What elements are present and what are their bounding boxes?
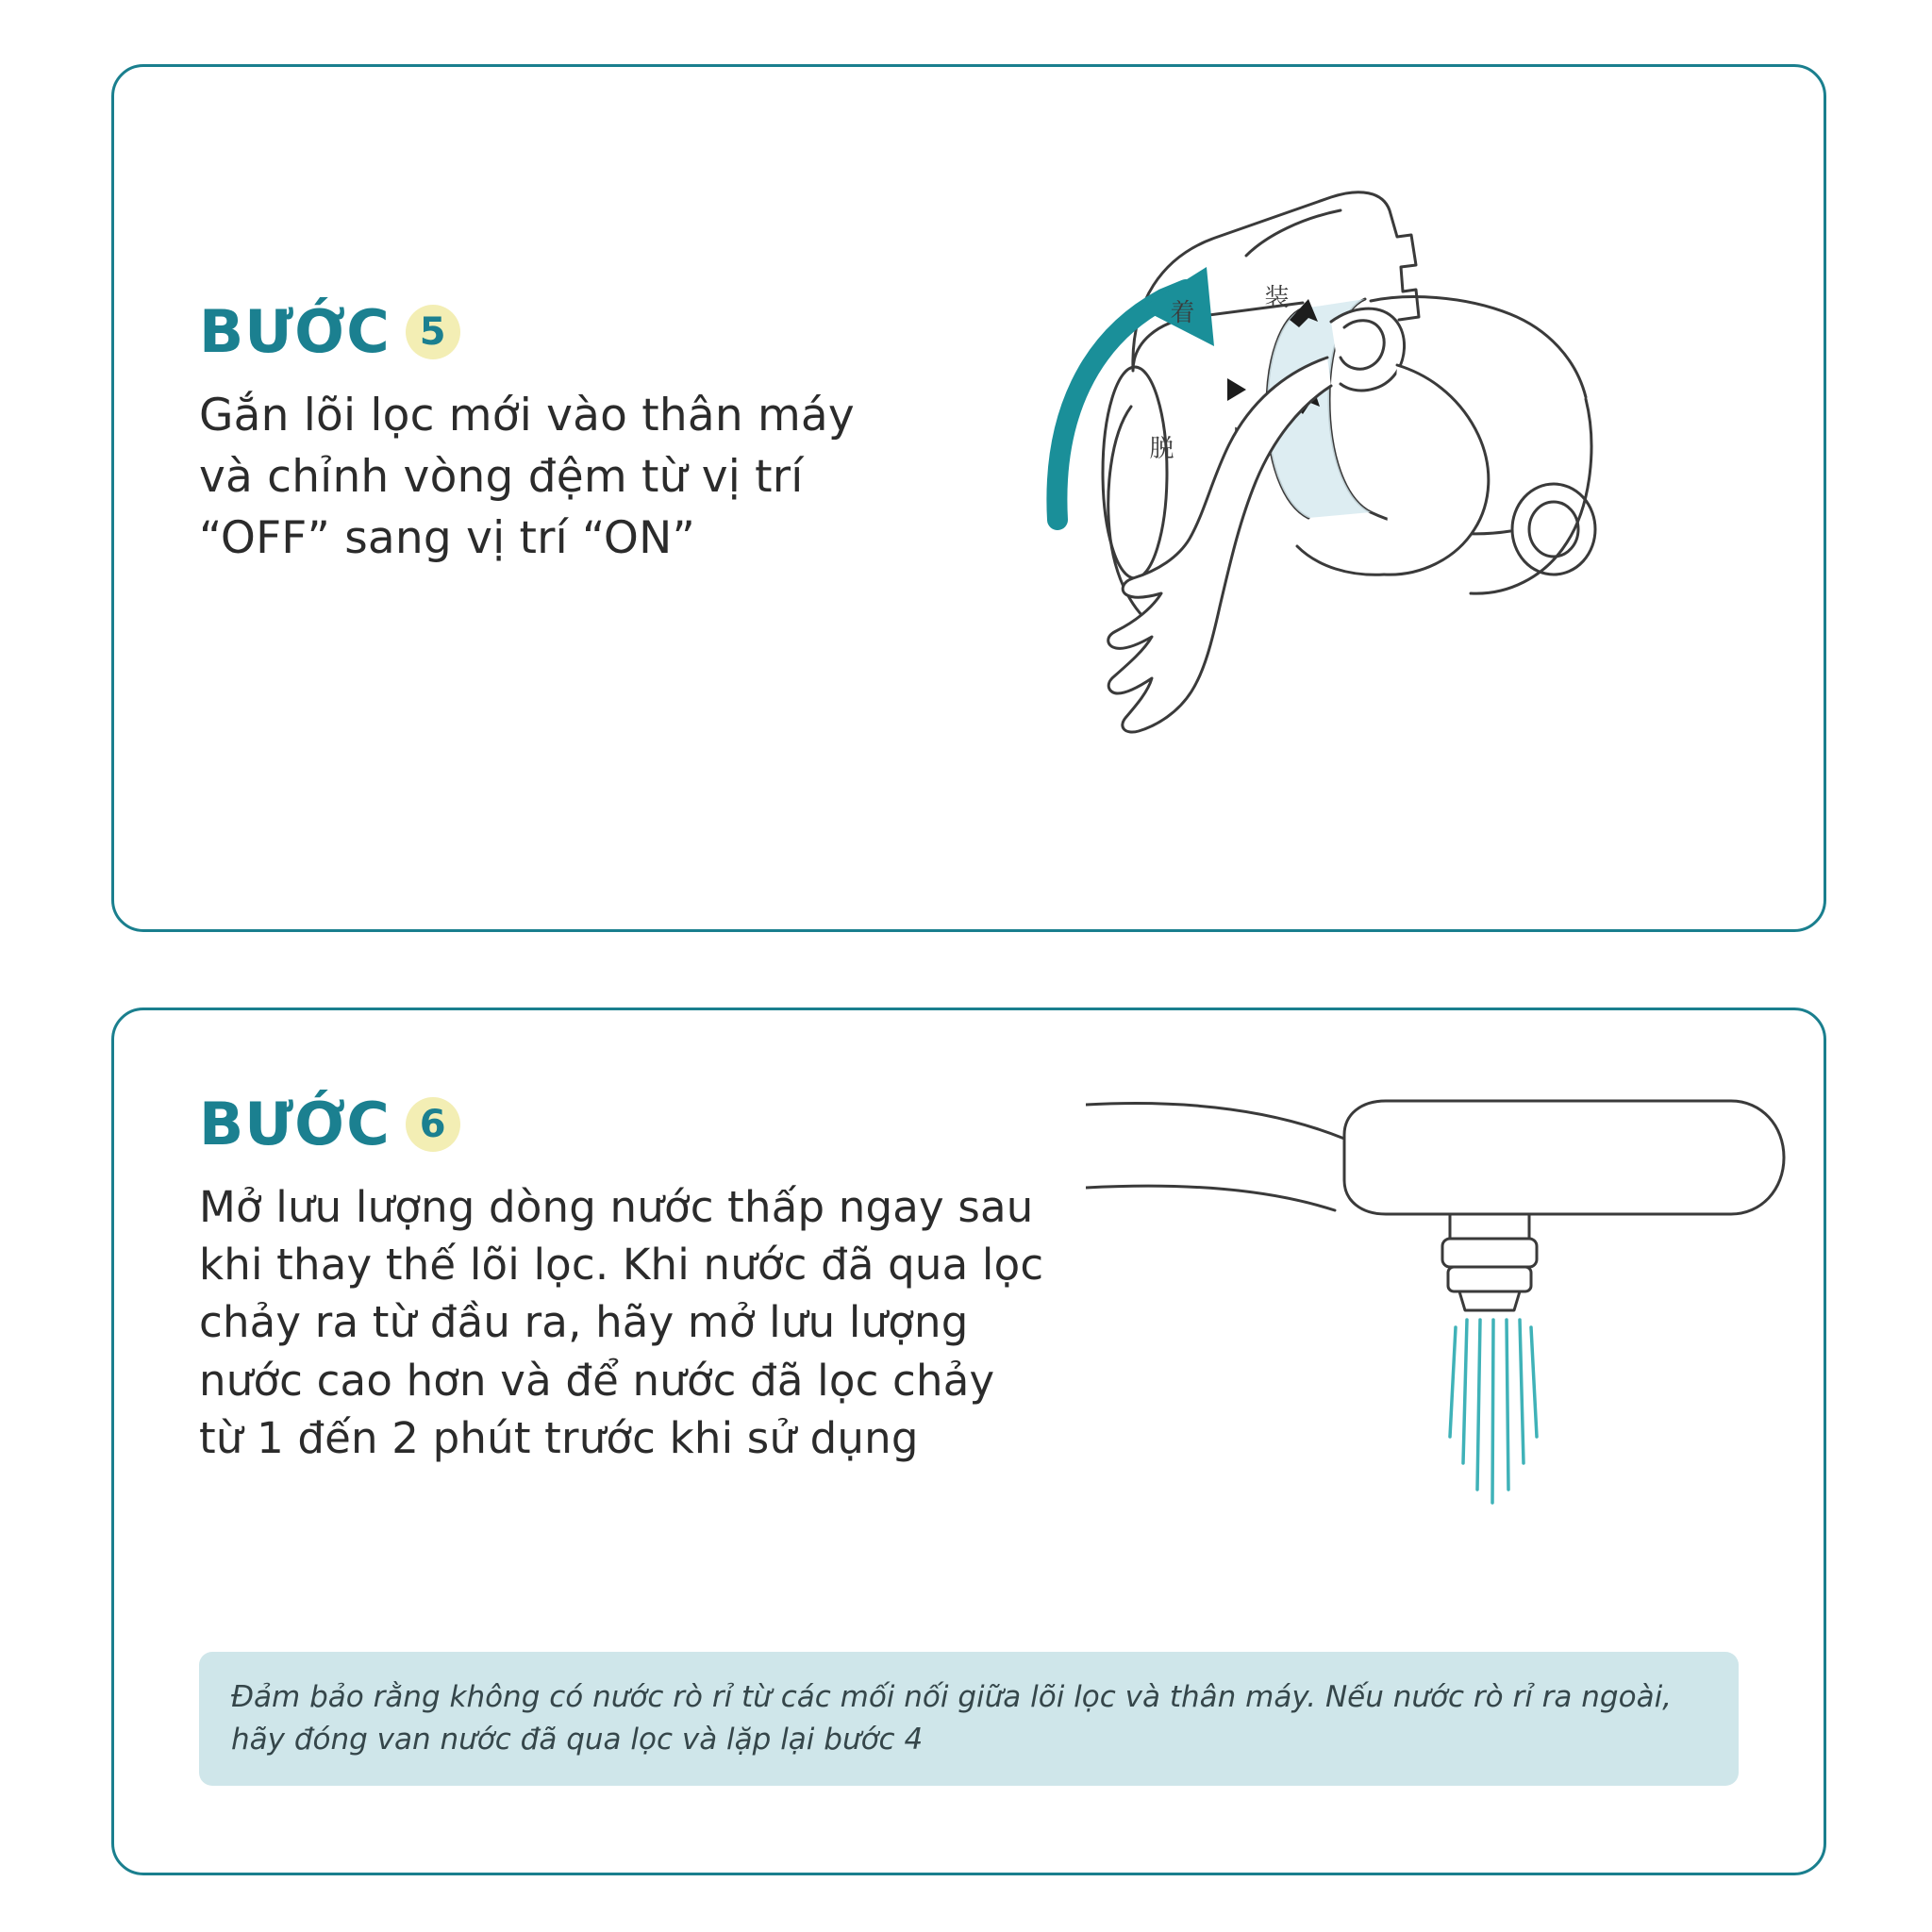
step-6-note-text: Đảm bảo rằng không có nước rò rỉ từ các mối nối giữa lõi lọc và thân máy. Nếu nước rò rỉ ra ngoài, hãy đóng van nước đã qua lọc và lặp lại bước 4 — [231, 1680, 1673, 1757]
step-label: BƯỚC — [199, 1090, 391, 1158]
step-number-badge: 6 — [406, 1097, 460, 1152]
step-card-6 — [111, 1008, 1826, 1875]
step-6-note-bar — [199, 1652, 1739, 1786]
illustration-hand-turning-filter-collar — [1020, 124, 1803, 878]
step-card-5 — [111, 64, 1826, 932]
step-5-text-column — [199, 297, 916, 570]
hand-svg — [1020, 124, 1803, 878]
step-5-heading — [199, 297, 916, 366]
dial-label-sou: 装 — [1260, 284, 1289, 310]
step-6-heading — [199, 1090, 1048, 1158]
step-5-body-text: Gắn lõi lọc mới vào thân máy và chỉnh vòng đệm từ vị trí “OFF” sang vị trí “ON” — [199, 390, 855, 564]
faucet-svg — [1086, 1067, 1831, 1595]
step-6-body-text: Mở lưu lượng dòng nước thấp ngay sau khi thay thế lõi lọc. Khi nước đã qua lọc chảy ra từ đầu ra, hãy mở lưu lượng nước cao hơn và để nước đã lọc chảy từ 1 đến 2 phút trước khi sử dụng — [199, 1182, 1044, 1463]
step-6-text-column — [199, 1090, 1048, 1467]
dial-label-datsu-1: 脱 — [1145, 435, 1174, 461]
step-number-badge: 5 — [406, 305, 460, 359]
illustration-faucet-with-water — [1086, 1067, 1831, 1595]
step-label: BƯỚC — [199, 297, 391, 366]
dial-label-chaku: 着 — [1166, 299, 1194, 325]
water-stream-icon — [1450, 1320, 1537, 1503]
